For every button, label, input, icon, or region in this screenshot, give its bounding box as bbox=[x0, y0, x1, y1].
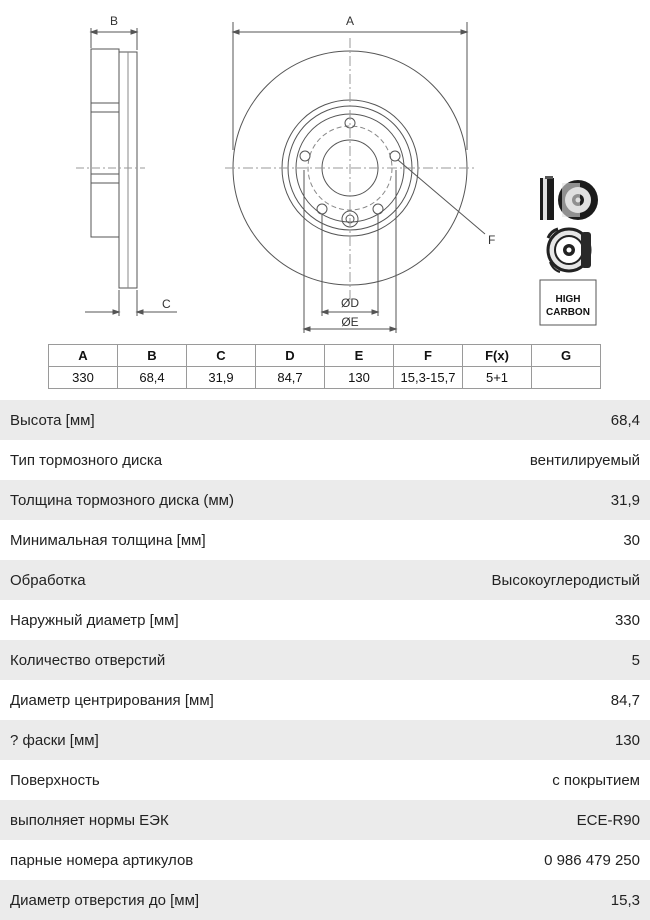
spec-row-paired-articles bbox=[0, 840, 650, 880]
dimensions-table bbox=[48, 344, 601, 389]
dim-header: F(x) bbox=[463, 345, 532, 367]
dim-label-a: A bbox=[345, 14, 355, 28]
high-carbon-line1: HIGH bbox=[555, 294, 581, 305]
brake-disc-technical-drawing bbox=[0, 0, 650, 345]
dim-value: 5+1 bbox=[463, 367, 532, 389]
dim-header: A bbox=[49, 345, 118, 367]
spec-label: Толщина тормозного диска (мм) bbox=[10, 491, 234, 509]
spec-label: Тип тормозного диска bbox=[10, 451, 163, 469]
dim-header: E bbox=[325, 345, 394, 367]
spec-row-hole-count bbox=[0, 640, 650, 680]
spec-label: Наружный диаметр [мм] bbox=[10, 611, 179, 629]
dim-value: 84,7 bbox=[256, 367, 325, 389]
dim-label-d: ØD bbox=[341, 296, 359, 310]
high-carbon-line2: CARBON bbox=[546, 307, 590, 318]
spec-value: вентилируемый bbox=[529, 451, 640, 469]
dim-label-b: B bbox=[109, 14, 119, 28]
spec-label: выполняет нормы ЕЭК bbox=[10, 811, 169, 829]
disc-with-pads-icon bbox=[548, 229, 591, 272]
dim-header: C bbox=[187, 345, 256, 367]
dimensions-header-row bbox=[49, 345, 601, 367]
spec-value: 31,9 bbox=[610, 491, 640, 509]
dim-header: B bbox=[118, 345, 187, 367]
spec-row-hole-diameter bbox=[0, 880, 650, 920]
specifications-list bbox=[0, 400, 650, 920]
spec-value: с покрытием bbox=[552, 771, 640, 789]
high-carbon-badge bbox=[540, 280, 596, 325]
spec-value: 68,4 bbox=[610, 411, 640, 429]
disc-side-view bbox=[76, 49, 145, 288]
spec-row-disc-type bbox=[0, 440, 650, 480]
spec-row-outer-diameter bbox=[0, 600, 650, 640]
dim-header: D bbox=[256, 345, 325, 367]
spec-label: ? фаски [мм] bbox=[10, 731, 99, 749]
spec-value: 84,7 bbox=[610, 691, 640, 709]
dim-value bbox=[532, 367, 601, 389]
coated-disc-icon bbox=[540, 176, 598, 220]
spec-row-height bbox=[0, 400, 650, 440]
spec-label: Обработка bbox=[10, 571, 86, 589]
spec-value: ECE-R90 bbox=[576, 811, 640, 829]
spec-row-ece-norm bbox=[0, 800, 650, 840]
dim-value: 330 bbox=[49, 367, 118, 389]
spec-value: 330 bbox=[614, 611, 640, 629]
spec-row-thickness bbox=[0, 480, 650, 520]
dim-header: G bbox=[532, 345, 601, 367]
spec-label: Высота [мм] bbox=[10, 411, 95, 429]
dim-label-f: F bbox=[488, 233, 496, 247]
spec-value: 5 bbox=[631, 651, 640, 669]
spec-label: Количество отверстий bbox=[10, 651, 166, 669]
dimensions-value-row bbox=[49, 367, 601, 389]
dim-value: 130 bbox=[325, 367, 394, 389]
spec-row-chamfer bbox=[0, 720, 650, 760]
spec-value: Высокоуглеродистый bbox=[491, 571, 640, 589]
spec-label: парные номера артикулов bbox=[10, 851, 194, 869]
spec-label: Поверхность bbox=[10, 771, 100, 789]
spec-value: 15,3 bbox=[610, 891, 640, 909]
dim-label-c: C bbox=[162, 297, 171, 311]
spec-value: 130 bbox=[614, 731, 640, 749]
spec-row-processing bbox=[0, 560, 650, 600]
dim-value: 31,9 bbox=[187, 367, 256, 389]
spec-label: Диаметр центрирования [мм] bbox=[10, 691, 214, 709]
spec-row-centering-diameter bbox=[0, 680, 650, 720]
spec-value: 30 bbox=[623, 531, 640, 549]
dim-header: F bbox=[394, 345, 463, 367]
dim-value: 15,3-15,7 bbox=[394, 367, 463, 389]
spec-row-min-thickness bbox=[0, 520, 650, 560]
dim-label-e: ØE bbox=[341, 315, 359, 329]
spec-row-surface bbox=[0, 760, 650, 800]
spec-label: Диаметр отверстия до [мм] bbox=[10, 891, 200, 909]
dim-value: 68,4 bbox=[118, 367, 187, 389]
disc-front-view bbox=[225, 38, 475, 300]
spec-value: 0 986 479 250 bbox=[544, 851, 640, 869]
spec-label: Минимальная толщина [мм] bbox=[10, 531, 206, 549]
